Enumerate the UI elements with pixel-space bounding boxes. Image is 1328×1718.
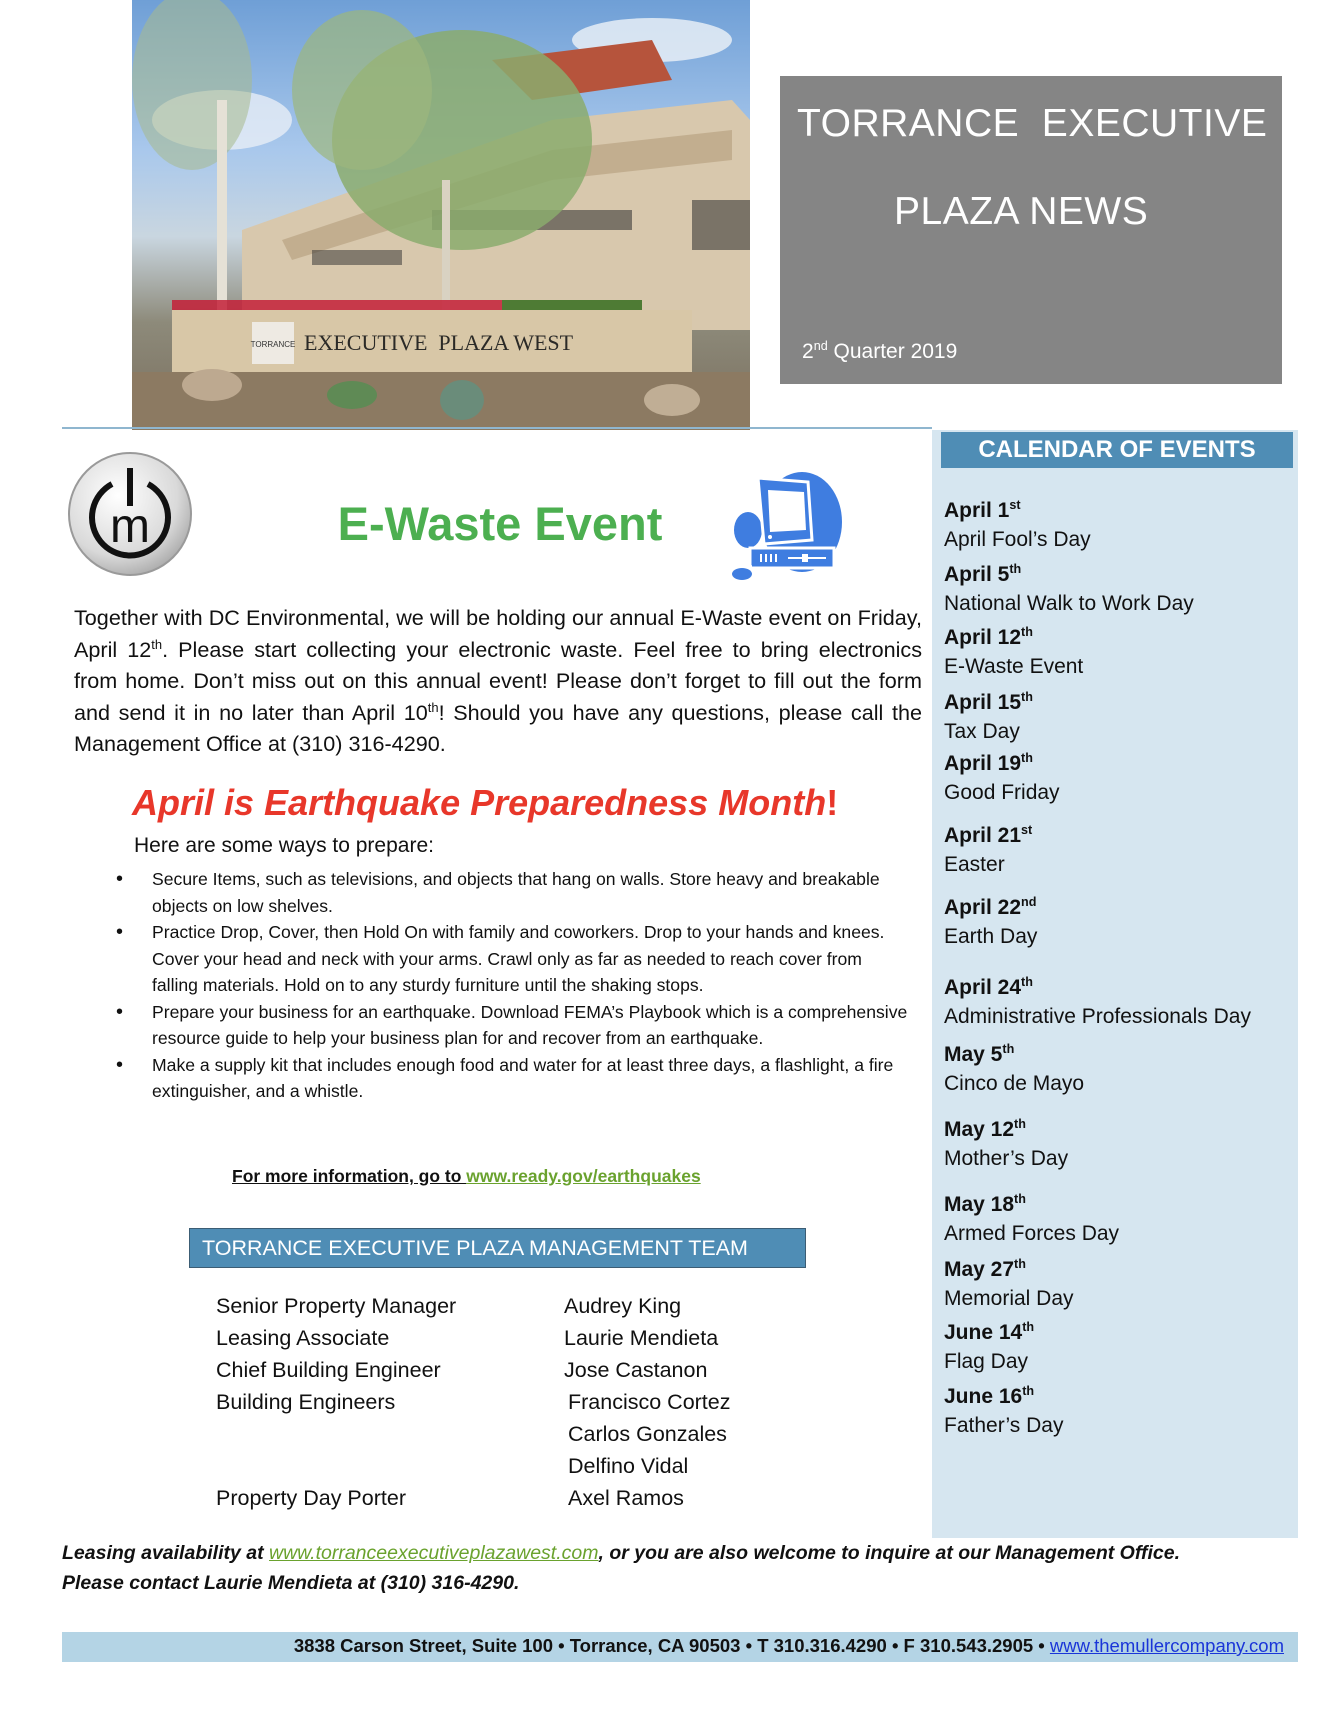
event-name: Administrative Professionals Day — [944, 1005, 1251, 1028]
calendar-of-events — [932, 430, 1298, 1538]
team-role: Senior Property Manager — [216, 1294, 457, 1318]
quarter-number: 2 — [802, 340, 814, 363]
team-role: Property Day Porter — [216, 1486, 406, 1510]
event-date: April 21st — [944, 823, 1033, 847]
calendar-event — [944, 749, 1060, 807]
calendar-event — [944, 688, 1033, 746]
event-name: Mother’s Day — [944, 1147, 1069, 1170]
event-name: Memorial Day — [944, 1287, 1074, 1310]
ready-gov-link[interactable]: www.ready.gov/earthquakes — [466, 1166, 701, 1186]
team-member: Jose Castanon — [564, 1358, 708, 1382]
svg-text:m: m — [110, 500, 150, 553]
quarter-suffix: nd — [813, 339, 828, 353]
calendar-event — [944, 496, 1091, 554]
management-team-header: TORRANCE EXECUTIVE PLAZA MANAGEMENT TEAM — [189, 1228, 806, 1268]
quarter-text: Quarter 2019 — [827, 340, 958, 363]
event-date: April 15th — [944, 690, 1033, 714]
calendar-header: CALENDAR OF EVENTS — [941, 432, 1293, 468]
calendar-event — [944, 821, 1032, 879]
event-date: June 14th — [944, 1320, 1035, 1344]
team-role: Leasing Associate — [216, 1326, 390, 1350]
earthquake-intro: Here are some ways to prepare: — [134, 834, 434, 857]
event-date: April 12th — [944, 625, 1033, 649]
event-date: May 18th — [944, 1192, 1026, 1216]
event-date: April 24th — [944, 975, 1033, 999]
ewaste-body: Together with DC Environmental, we will be holding our annual E-Waste event on Friday, April 12th. Please start collecting your electronic waste. Feel free to bring electronics from home. Don’t miss out on this annual event! Please don’t forget to fill out the form and send it in no later than April 10th! Should you have any questions, please call the Management Office at (310) 316-4290. — [74, 605, 923, 756]
event-name: Earth Day — [944, 925, 1038, 948]
event-date: April 19th — [944, 751, 1033, 775]
team-role: Building Engineers — [216, 1390, 396, 1414]
calendar-event — [944, 1255, 1074, 1313]
event-name: Father’s Day — [944, 1414, 1064, 1437]
title-line-2: PLAZA NEWS — [894, 190, 1149, 233]
footer-address: 3838 Carson Street, Suite 100 • Torrance, CA 90503 • T 310.316.4290 • F 310.543.2905 • www.themullercompany.com — [293, 1635, 1284, 1656]
sign-large-text: EXECUTIVE PLAZA WEST — [304, 330, 574, 355]
event-date: April 22nd — [944, 895, 1037, 919]
event-name: Cinco de Mayo — [944, 1072, 1085, 1095]
list-item: • Practice Drop, Cover, then Hold On with family and coworkers. Drop to your hands and knees. Cover your head and neck with your arms. Crawl only as far as needed to reach cover from falling materials. Hold on to any sturdy furniture until the shaking stops. — [110, 919, 910, 999]
calendar-event — [944, 1190, 1119, 1248]
calendar-event — [944, 1382, 1063, 1440]
calendar-event — [944, 623, 1083, 681]
team-member: Audrey King — [564, 1294, 682, 1318]
leasing-contact: Please contact Laurie Mendieta at (310) 316-4290. — [62, 1572, 520, 1594]
ewaste-title: E-Waste Event — [337, 497, 663, 550]
calendar-event — [944, 1040, 1084, 1098]
team-member: Carlos Gonzales — [568, 1422, 727, 1446]
event-name: Flag Day — [944, 1350, 1029, 1373]
computer-icon — [730, 470, 850, 580]
team-member: Laurie Mendieta — [564, 1326, 719, 1350]
list-item: • Secure Items, such as televisions, and objects that hang on walls. Store heavy and breakable objects on low shelves. — [110, 866, 910, 919]
event-date: April 1st — [944, 498, 1021, 522]
more-info-line: For more information, go to www.ready.gov/earthquakes — [232, 1166, 701, 1186]
earthquake-tips-list — [110, 866, 910, 1105]
event-date: May 27th — [944, 1257, 1026, 1281]
event-name: Armed Forces Day — [944, 1222, 1120, 1245]
team-member: Francisco Cortez — [568, 1390, 731, 1414]
leasing-note: Leasing availability at www.torranceexecutiveplazawest.com, or you are also welcome to inquire at our Management Office. Please contact Laurie Mendieta at (310) 316-4290. — [62, 1538, 1312, 1598]
event-name: E-Waste Event — [944, 655, 1084, 678]
team-role: Chief Building Engineer — [216, 1358, 441, 1382]
earthquake-title: April is Earthquake Preparedness Month! — [132, 782, 839, 823]
calendar-event — [944, 973, 1251, 1031]
quarter-label — [802, 340, 957, 364]
team-member: Delfino Vidal — [568, 1454, 689, 1478]
sign-small-text: TORRANCE — [250, 340, 296, 349]
event-date: June 16th — [944, 1384, 1035, 1408]
event-name: Tax Day — [944, 720, 1020, 743]
newsletter-title-box — [780, 76, 1282, 384]
event-name: Easter — [944, 853, 1005, 876]
power-m-logo-icon — [66, 450, 194, 578]
event-name: Good Friday — [944, 781, 1060, 804]
building-photo — [132, 0, 750, 430]
muller-company-link[interactable]: www.themullercompany.com — [1049, 1635, 1284, 1656]
team-member: Axel Ramos — [568, 1486, 684, 1510]
calendar-event — [944, 893, 1037, 951]
event-name: National Walk to Work Day — [944, 592, 1194, 615]
footer-bar — [62, 1632, 1298, 1662]
calendar-event — [944, 1318, 1034, 1376]
event-name: April Fool’s Day — [944, 528, 1091, 551]
event-date: May 5th — [944, 1042, 1015, 1066]
list-item: • Make a supply kit that includes enough food and water for at least three days, a flashlight, a fire extinguisher, and a whistle. — [110, 1052, 910, 1105]
section-divider — [62, 427, 932, 429]
calendar-event — [944, 1115, 1068, 1173]
event-date: May 12th — [944, 1117, 1026, 1141]
title-line-1: TORRANCE EXECUTIVE — [797, 102, 1268, 145]
event-date: April 5th — [944, 562, 1022, 586]
plaza-website-link[interactable]: www.torranceexecutiveplazawest.com — [269, 1542, 599, 1564]
calendar-event — [944, 560, 1194, 618]
list-item: • Prepare your business for an earthquake. Download FEMA’s Playbook which is a comprehensive resource guide to help your business plan for and recover from an earthquake. — [110, 999, 910, 1052]
